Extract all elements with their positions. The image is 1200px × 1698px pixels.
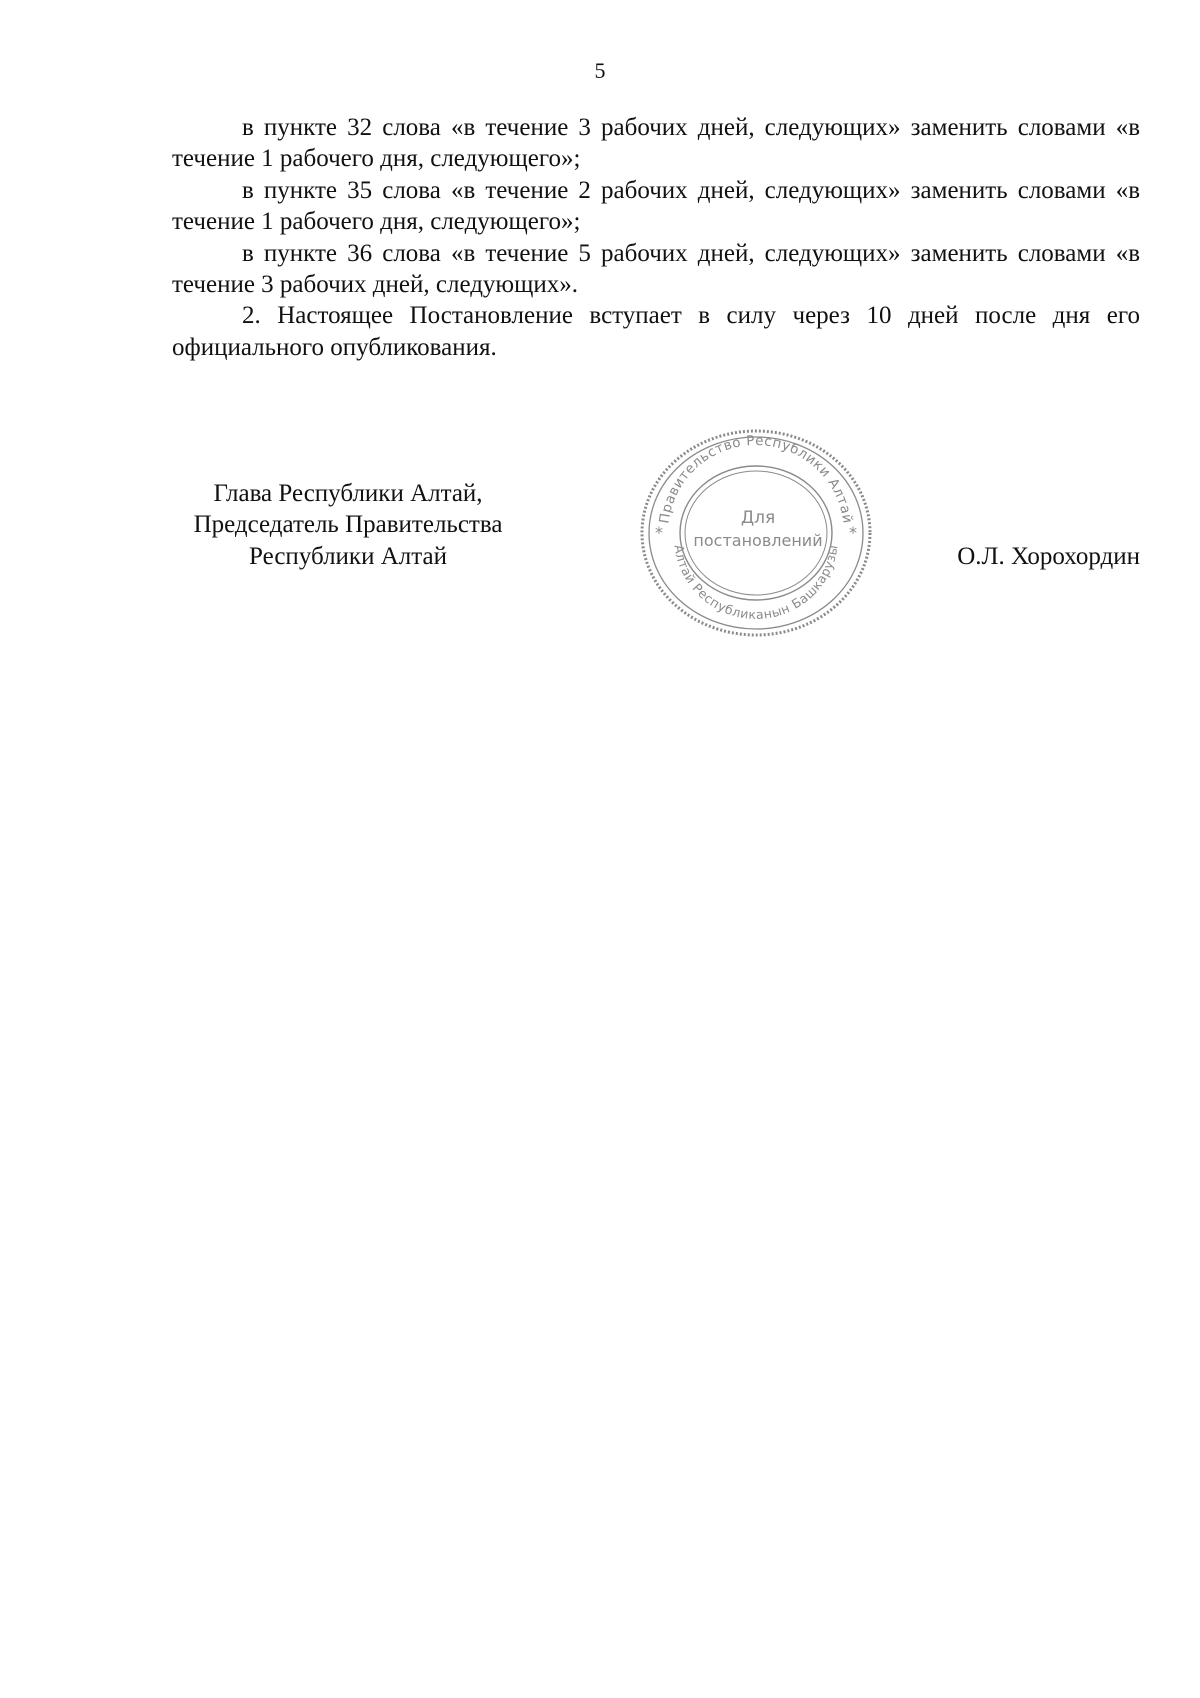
seal-star-left: *: [655, 523, 663, 542]
paragraph: в пункте 32 слова «в течение 3 рабочих дней, следующих» заменить словами «в течение 1 рабочего дня, следующего»;: [172, 114, 1140, 173]
signature-title: [172, 478, 524, 572]
seal-graphic: [636, 425, 876, 641]
seal-outer-text-top: Правительство Республики Алтай: [656, 432, 856, 525]
signature-title-line: Республики Алтай: [249, 542, 447, 570]
signature-title-line: Председатель Правительства: [193, 511, 503, 539]
paragraph: 2. Настоящее Постановление вступает в силу через 10 дней после дня его официального опубликования.: [172, 302, 1140, 361]
official-seal: [636, 425, 876, 641]
seal-outer-text-bottom: Алтай Республиканын Башкарузы: [671, 543, 841, 623]
paragraph: в пункте 36 слова «в течение 5 рабочих дней, следующих» заменить словами «в течение 3 рабочих дней, следующих».: [172, 239, 1140, 299]
seal-star-right: *: [849, 523, 857, 542]
signer-name: О.Л. Хорохордин: [957, 543, 1140, 570]
seal-center-line: постановлений: [693, 531, 823, 550]
document-body: [172, 112, 1140, 363]
paragraph: в пункте 35 слова «в течение 2 рабочих дней, следующих» заменить словами «в течение 1 рабочего дня, следующего»;: [172, 176, 1140, 236]
page-number: 5: [594, 58, 606, 83]
signature-title-line: Глава Республики Алтай,: [213, 480, 483, 507]
seal-center-line: Для: [740, 508, 776, 528]
